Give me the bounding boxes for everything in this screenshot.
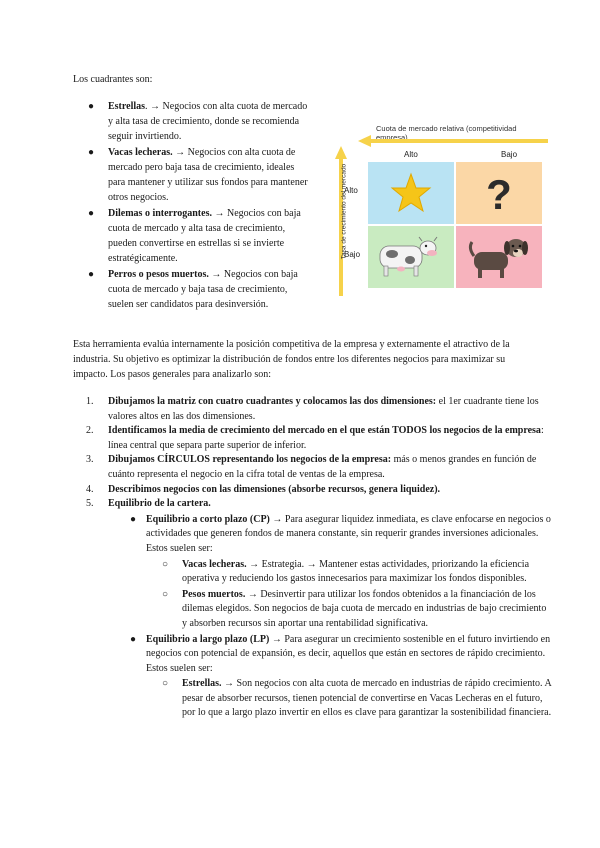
list-item <box>82 497 552 721</box>
list-item <box>82 453 552 482</box>
step-title: Describimos negocios con las dimensiones (absorbe recursos, genera liquidez). <box>108 483 441 495</box>
step-number: 2. <box>86 425 94 437</box>
step-title: Dibujamos CÍRCULOS representando los negocios de la empresa: <box>108 454 392 466</box>
quadrant-question <box>456 162 542 224</box>
row-label-low: Bajo <box>344 250 361 259</box>
step-title: Dibujamos la matriz con cuatro cuadrantes y colocamos las dos dimensiones: <box>108 396 437 407</box>
row-label-high: Alto <box>344 186 358 195</box>
cow-icon <box>368 226 454 288</box>
list-item <box>82 424 552 453</box>
intro-text: Los cuadrantes son: <box>73 74 153 85</box>
item-title: Estrellas. <box>182 678 222 690</box>
description: → Negocios con alta cuota de mercado pero baja tasa de crecimiento, ideales para mantener y utilizar sus fondos para mantener otros negocios. <box>108 147 308 203</box>
balance-text: → Para asegurar liquidez inmediata, es clave enfocarse en negocios o actividades que generen fondos de manera constante, sin requerir grandes inversiones adicionales. Estos suelen ser: <box>146 513 551 554</box>
description: → Negocios con baja cuota de mercado y alta tasa de crecimiento, pueden convertirse en estrellas si se invierte estratégicamente. <box>108 208 301 264</box>
quadrant-list <box>82 99 312 313</box>
step-text: más o menos grandes en función de cuánto representa el negocio en la cifra total de ventas de la empresa. <box>108 454 537 480</box>
list-item <box>146 677 552 721</box>
dog-icon <box>456 226 542 288</box>
step-title: Identificamos la media de crecimiento del mercado en el que están TODOS los negocios de la empresa <box>108 425 541 437</box>
bullet-icon: ● <box>88 269 95 280</box>
steps-list <box>82 395 552 721</box>
term: Perros o pesos muertos. <box>108 269 209 280</box>
step-number: 5. <box>86 498 94 510</box>
description-paragraph: Esta herramienta evalúa internamente la posición competitiva de la empresa y externamente el atractivo de la industria. Su objetivo es optimizar la distribución de fondos entre los diferentes negocios para maximizar su impacto. Los pasos generales para analizarlo son: <box>73 339 510 380</box>
bullet-icon: ● <box>130 513 137 525</box>
term: Estrellas <box>108 101 146 112</box>
column-label-low: Bajo <box>501 150 518 159</box>
step-title: Equilibrio de la cartera. <box>108 498 211 510</box>
balance-text: → Para asegurar un crecimiento sostenible en el futuro invirtiendo en negocios con potencial de expansión, es decir, aquellos que están en sectores de rápido crecimiento. Estos suelen ser: <box>146 633 551 674</box>
list-item <box>82 145 312 205</box>
step-number: 4. <box>86 483 94 495</box>
term: Dilemas o interrogantes. <box>108 208 212 219</box>
figure-title: Cuota de mercado relativa (competitividad empresa) <box>376 124 517 142</box>
circle-bullet-icon: ○ <box>162 558 169 570</box>
item-text: → Estrategia. → Mantener estas actividades, priorizando la eficiencia operativa y reduciendo los gastos innecesarios para maximizar los fondos disponibles. <box>182 558 530 585</box>
list-item <box>82 206 312 266</box>
svg-text:?: ? <box>486 171 512 218</box>
circle-bullet-icon: ○ <box>162 678 169 690</box>
quadrant-stars <box>368 162 454 224</box>
list-item <box>146 558 552 587</box>
step-text: : línea central que separa parte superior de inferior. <box>108 425 544 451</box>
list-item <box>108 633 552 722</box>
bcg-matrix-figure <box>318 118 550 298</box>
long-term-list <box>146 677 552 721</box>
step-number: 1. <box>86 396 94 407</box>
item-text: → Son negocios con alta cuota de mercado en industrias de rápido crecimiento. A pesar de absorber recursos, tienen potencial de convertirse en Vacas Lecheras en el futuro, por lo que a largo plazo invertir en ellos es clave para garantizar la sostenibilidad financiera. <box>182 678 552 719</box>
column-label-high: Alto <box>404 150 418 159</box>
item-text: → Desinvertir para utilizar los fondos obtenidos a la financiación de los dilemas elegidos. Son negocios de baja cuota de mercado en industrias de bajo crecimiento y absorben recursos sin aportar una rentabilidad significativa. <box>182 588 547 629</box>
list-item <box>146 588 552 632</box>
balance-title: Equilibrio a largo plazo (LP) <box>146 633 270 645</box>
circle-bullet-icon: ○ <box>162 588 169 600</box>
market-share-arrow <box>358 135 548 147</box>
description: → Negocios con baja cuota de mercado y baja tasa de crecimiento, suelen ser candidatos para desinversión. <box>108 269 298 310</box>
list-item <box>82 483 552 498</box>
balance-title: Equilibrio a corto plazo (CP) <box>146 513 270 525</box>
bullet-icon: ● <box>88 101 95 112</box>
description: . → Negocios con alta cuota de mercado y alta tasa de crecimiento, donde se recomienda seguir invirtiendo. <box>108 101 308 142</box>
term: Vacas lecheras. <box>108 147 173 158</box>
list-item <box>82 99 312 144</box>
step-text: el 1er cuadrante tiene los valores altos en las dos dimensiones. <box>108 396 539 422</box>
star-icon <box>368 162 454 224</box>
list-item <box>108 513 552 632</box>
list-item <box>82 267 312 312</box>
item-title: Vacas lecheras. <box>182 558 247 570</box>
question-mark-icon <box>456 162 542 224</box>
balance-list <box>108 513 552 721</box>
bullet-icon: ● <box>88 208 95 219</box>
y-axis-label: Tasa de crecimiento del mercado <box>340 163 348 260</box>
quadrant-dog <box>456 226 542 288</box>
list-item <box>82 395 552 424</box>
bullet-icon: ● <box>130 633 137 645</box>
step-number: 3. <box>86 454 94 466</box>
bullet-icon: ● <box>88 147 95 158</box>
short-term-list <box>146 558 552 632</box>
item-title: Pesos muertos. <box>182 588 246 600</box>
quadrant-cow <box>368 226 454 288</box>
